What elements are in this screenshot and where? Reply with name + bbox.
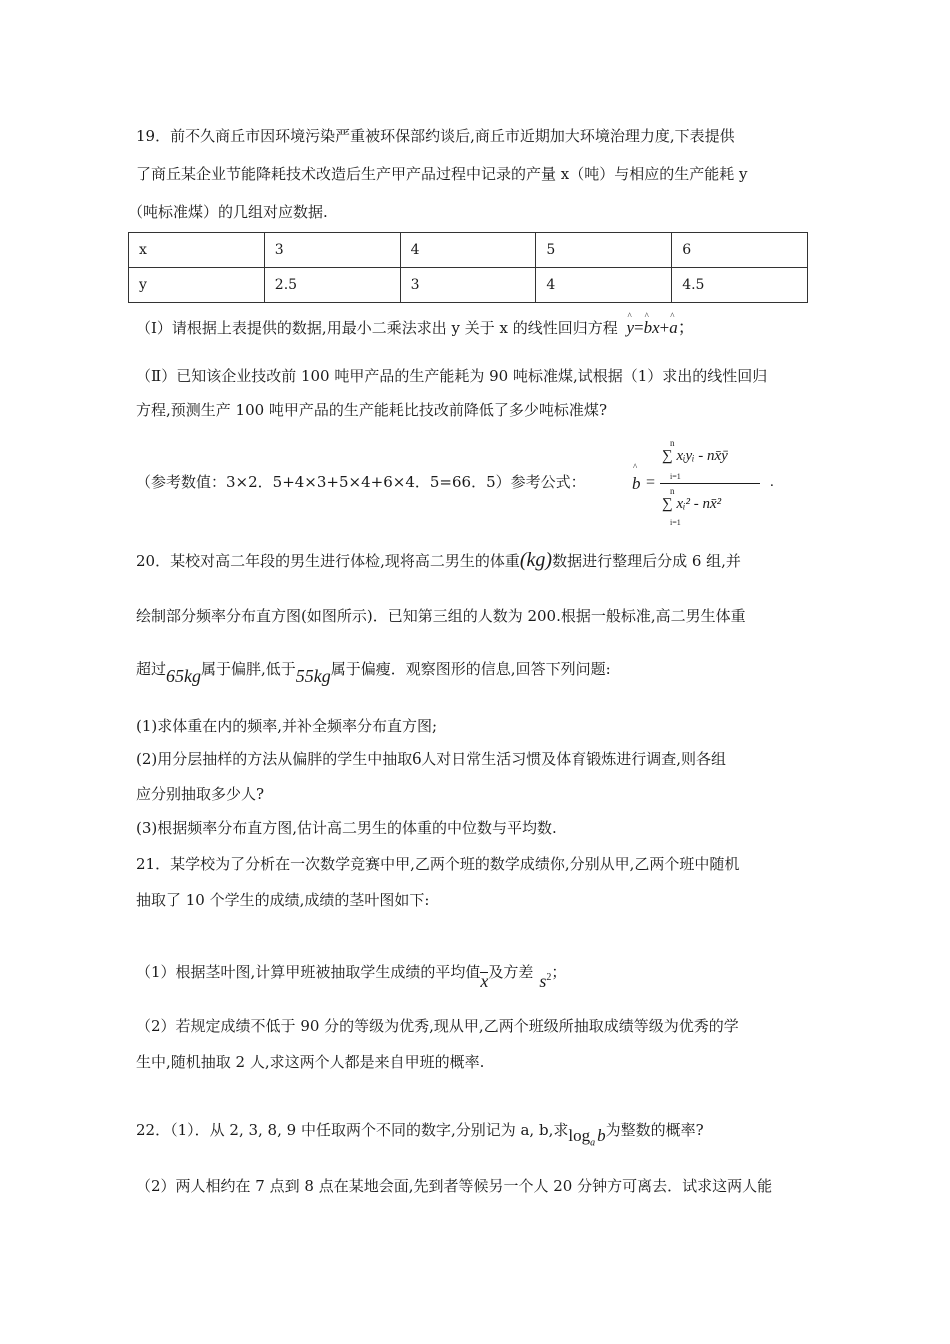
a-hat: ^ a	[669, 318, 678, 338]
equals-sign: =	[634, 318, 644, 337]
table-cell: 3	[400, 268, 536, 303]
q20-text: 属于偏瘦．观察图形的信息,回答下列问题:	[330, 660, 611, 678]
formula-b-hat: ^ b	[632, 474, 641, 494]
s-symbol: s	[539, 971, 547, 991]
table-cell: 3	[264, 233, 400, 268]
mean-x-bar: x	[480, 971, 489, 991]
regression-equation	[626, 318, 694, 337]
q20-text: (2)用分层抽样的方法从偏胖的学生中抽取	[136, 750, 413, 768]
q20-line1-rest: 数据进行整理后分成 6 组,并	[552, 552, 741, 570]
table-cell: y	[129, 268, 265, 303]
threshold-65kg: 65kg	[166, 666, 202, 686]
q20-part1: (1)求体重在内的频率,并补全频率分布直方图;	[136, 717, 438, 735]
numerator: ∑ xᵢyᵢ - nx̄ȳ	[662, 448, 728, 464]
q20-line3	[136, 658, 611, 686]
threshold-55kg: 55kg	[295, 666, 331, 686]
table-row-x	[129, 233, 808, 268]
log-argument: b	[597, 1126, 606, 1145]
q20-text: 属于偏胖,低于	[201, 660, 296, 678]
q21-part2-line2: 生中,随机抽取 2 人,求这两个人都是来自甲班的概率.	[136, 1053, 485, 1071]
sum-top-index: n	[670, 438, 675, 448]
q19-line1: 19．前不久商丘市因环境污染严重被环保部约谈后,商丘市近期加大环境治理力度,下表提供	[136, 127, 735, 145]
q19-data-table	[128, 232, 808, 303]
q20-line1	[136, 550, 741, 571]
denominator: ∑ xᵢ² - nx̄²	[662, 496, 722, 512]
q22-text: 为整数的概率?	[605, 1121, 704, 1139]
q20-line1-text: 20．某校对高二年段的男生进行体检,现将高二男生的体重	[136, 552, 520, 570]
q21-line1: 21．某学校为了分析在一次数学竞赛中甲,乙两个班的数学成绩你,分别从甲,乙两个班中随机	[136, 855, 740, 873]
y-hat: ^ y	[626, 318, 634, 338]
q22-line1	[136, 1120, 704, 1147]
q19-part2-line1: （Ⅱ）已知该企业技改前 100 吨甲产品的生产能耗为 90 吨标准煤,试根据（1）求出的线性回归	[136, 367, 768, 385]
q19-part1	[136, 318, 695, 338]
b-hat: ^ b	[644, 318, 653, 338]
q19-part1-text: （Ⅰ）请根据上表提供的数据,用最小二乘法求出 y 关于 x 的线性回归方程	[136, 319, 618, 337]
variance-s: $s^2$	[539, 971, 552, 991]
table-cell: 5	[536, 233, 672, 268]
table-cell: 2.5	[264, 268, 400, 303]
table-cell: x	[129, 233, 265, 268]
table-cell: 4	[536, 268, 672, 303]
log-symbol: log	[568, 1126, 591, 1145]
q21-part1	[136, 958, 567, 991]
fraction-bar	[660, 483, 760, 484]
log-expression	[568, 1126, 606, 1149]
q20-part3: (3)根据频率分布直方图,估计高二男生的体重的中位数与平均数.	[136, 819, 557, 837]
q20-text: 超过	[136, 660, 167, 678]
q19-line3: （吨标准煤）的几组对应数据.	[128, 203, 328, 221]
q19-part2-line2: 方程,预测生产 100 吨甲产品的生产能耗比技改前降低了多少吨标准煤?	[136, 401, 607, 419]
log-base: a	[590, 1137, 596, 1149]
least-squares-formula	[630, 438, 780, 528]
unit-kg: (kg)	[519, 549, 553, 571]
q22-text: 22．（1）．从 2, 3, 8, 9 中任取两个不同的数字,分别记为 a, b,求	[136, 1121, 569, 1139]
q20-text: 人对日常生活习惯及体育锻炼进行调查,则各组	[421, 750, 727, 768]
q20-part2	[136, 748, 726, 769]
q21-text: ；	[551, 963, 567, 981]
sample-size: 6	[412, 748, 422, 768]
semicolon: ；	[677, 318, 695, 337]
q21-line2: 抽取了 10 个学生的成绩,成绩的茎叶图如下:	[136, 891, 430, 909]
table-cell: 4	[400, 233, 536, 268]
plus-sign: +	[659, 318, 670, 337]
q20-line2: 绘制部分频率分布直方图(如图所示)．已知第三组的人数为 200.根据一般标准,高二男生体重	[136, 607, 746, 625]
q21-text: 及方差	[488, 963, 534, 981]
formula-period: .	[770, 474, 774, 490]
q22-line2: （2）两人相约在 7 点到 8 点在某地会面,先到者等候另一个人 20 分钟方可离去．试求这两人能	[136, 1177, 773, 1195]
formula-equals: =	[646, 474, 656, 491]
sum-bottom-index-den: i=1	[670, 518, 681, 527]
sum-top-index-den: n	[670, 486, 675, 496]
table-cell: 4.5	[672, 268, 808, 303]
sum-bottom-index: i=1	[670, 472, 681, 481]
q19-reference: （参考数值：3×2．5+4×3+5×4+6×4．5=66．5）参考公式：	[136, 473, 586, 491]
q21-part2-line1: （2）若规定成绩不低于 90 分的等级为优秀,现从甲,乙两个班级所抽取成绩等级为优秀的学	[136, 1017, 739, 1035]
q21-text: （1）根据茎叶图,计算甲班被抽取学生成绩的平均值	[136, 963, 481, 981]
q20-part2-line2: 应分别抽取多少人?	[136, 785, 265, 803]
q19-line2: 了商丘某企业节能降耗技术改造后生产甲产品过程中记录的产量 x（吨）与相应的生产能耗 y	[136, 165, 748, 183]
table-row-y	[129, 268, 808, 303]
var-x: x	[652, 318, 660, 337]
table-cell: 6	[672, 233, 808, 268]
